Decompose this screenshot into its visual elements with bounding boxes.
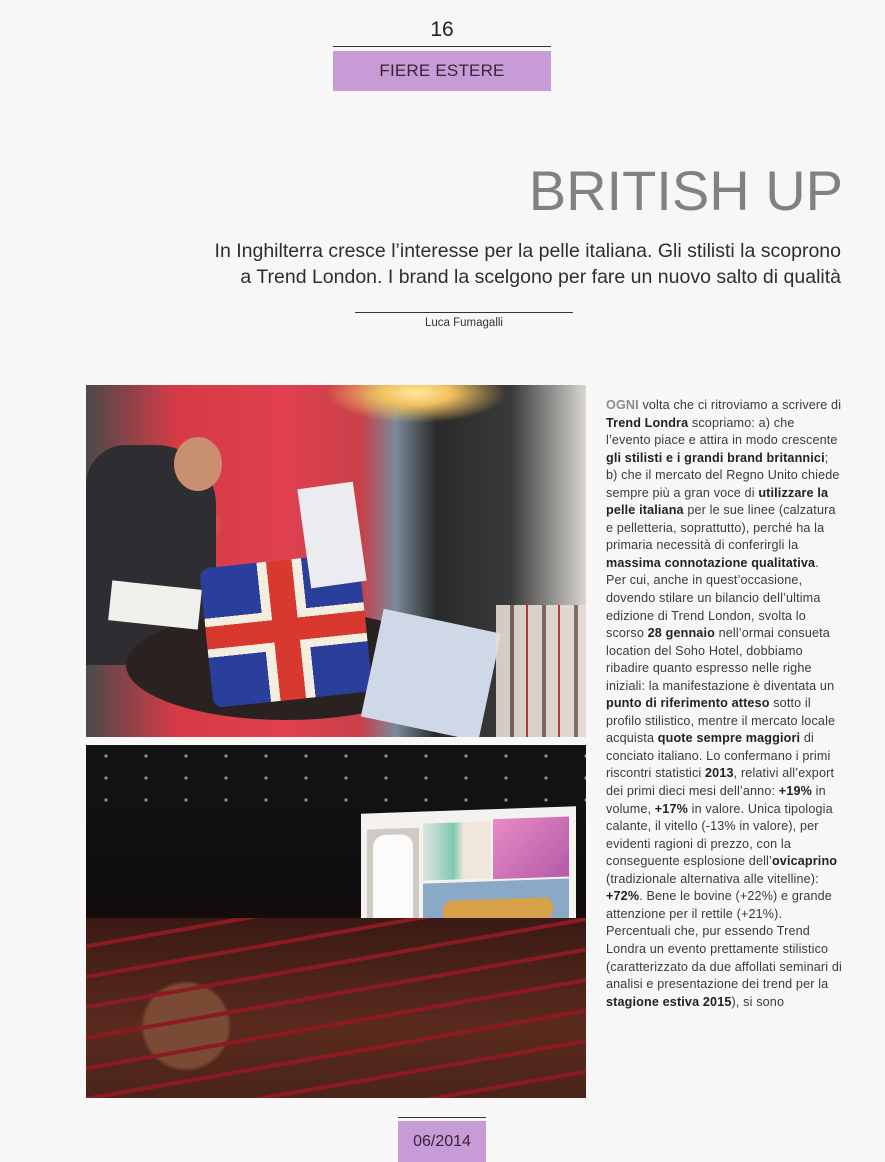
body-emphasis: gli stilisti e i grandi brand britannici: [606, 450, 825, 465]
photo-shopping-bag: [361, 609, 501, 737]
body-paragraph: [606, 397, 842, 1011]
screen-panel: [493, 816, 569, 879]
body-emphasis: 2013: [705, 766, 734, 781]
body-text-run: , relativi all’export dei primi dieci mesi dell’anno:: [606, 766, 835, 799]
screen-dress: [373, 834, 413, 930]
photo-plaid-coat: [496, 605, 586, 737]
author-byline: Luca Fumagalli: [425, 317, 503, 329]
body-text-run: di conciato italiano. Lo confermano i primi riscontri statistici: [606, 731, 831, 781]
body-emphasis: massima connotazione qualitativa: [606, 555, 816, 570]
body-text-run: (tradizionale alternativa alle vitelline):: [606, 871, 819, 886]
body-text-run: in volume,: [606, 784, 826, 816]
photo-ceiling-lights: [86, 745, 586, 815]
body-emphasis: stagione estiva 2015: [606, 994, 732, 1009]
body-text-run: per le sue linee (calzatura e pelletteria, soprattutto), perché ha la primaria necessità di conferirgli la: [606, 503, 836, 553]
photo-person-head: [174, 437, 222, 491]
subtitle-line-1: In Inghilterra cresce l’interesse per la pelle italiana. Gli stilisti la scoprono: [214, 240, 841, 262]
body-lead-word: OGNI: [606, 398, 639, 412]
body-text-run: ; b) che il mercato del Regno Unito chiede sempre più a gran voce di: [606, 450, 840, 500]
article-subtitle: [181, 238, 841, 290]
issue-date: 06/2014: [413, 1132, 471, 1150]
screen-panel: [423, 821, 491, 880]
body-emphasis: quote sempre maggiori: [657, 731, 801, 746]
section-label: FIERE ESTERE: [379, 61, 505, 80]
body-text-run: ), si sono: [731, 994, 785, 1009]
article-body: [606, 397, 842, 1011]
photo-seminar-auditorium: [86, 745, 586, 1098]
body-emphasis: punto di riferimento atteso: [606, 696, 770, 711]
body-text-run: scopriamo: a) che l’evento piace e attira in modo crescente: [606, 415, 838, 448]
body-text-run: . Per cui, anche in quest’occasione, dovendo stilare un bilancio dell’ultima edizione di Trend London, svolta lo scorso: [606, 555, 821, 641]
footer-divider: [398, 1117, 486, 1118]
body-emphasis: 28 gennaio: [647, 626, 715, 641]
author-divider: [355, 312, 573, 313]
body-text-run: nell’ormai consueta location del Soho Hotel, dobbiamo ribadire quanto espresso nelle righe iniziali: la manifestazione è diventata un: [606, 626, 835, 693]
body-text-run: in valore. Unica tipologia calante, il vitello (-13% in valore), per evidenti ragioni di prezzo, con la conseguente esplosione dell’: [606, 801, 833, 869]
page-number: 16: [430, 18, 454, 41]
section-tag: [333, 51, 551, 91]
photo-trend-london-stand: [86, 385, 586, 737]
body-emphasis: +72%: [606, 889, 640, 904]
issue-tag: [398, 1121, 486, 1162]
subtitle-line-2: a Trend London. I brand la scelgono per fare un nuovo salto di qualità: [240, 266, 841, 288]
body-emphasis: Trend Londra: [606, 415, 689, 430]
body-emphasis: utilizzare la pelle italiana: [606, 485, 829, 518]
body-emphasis: ovicaprino: [771, 854, 838, 869]
body-text-run: sotto il profilo stilistico, mentre il mercato locale acquista: [606, 696, 836, 746]
body-emphasis: +19%: [778, 784, 812, 799]
body-emphasis: +17%: [654, 801, 688, 816]
photo-audience: [86, 918, 586, 1098]
body-text-run: . Bene le bovine (+22%) e grande attenzione per il rettile (+21%). Percentuali che, pur essendo Trend Londra un evento prettamente stilistico (caratterizzato da due affollati seminari di analisi e presentazione dei trend per la: [606, 889, 842, 992]
header-divider: [333, 46, 551, 47]
body-text-run: volta che ci ritroviamo a scrivere di: [638, 398, 842, 412]
article-title: BRITISH UP: [528, 159, 843, 222]
